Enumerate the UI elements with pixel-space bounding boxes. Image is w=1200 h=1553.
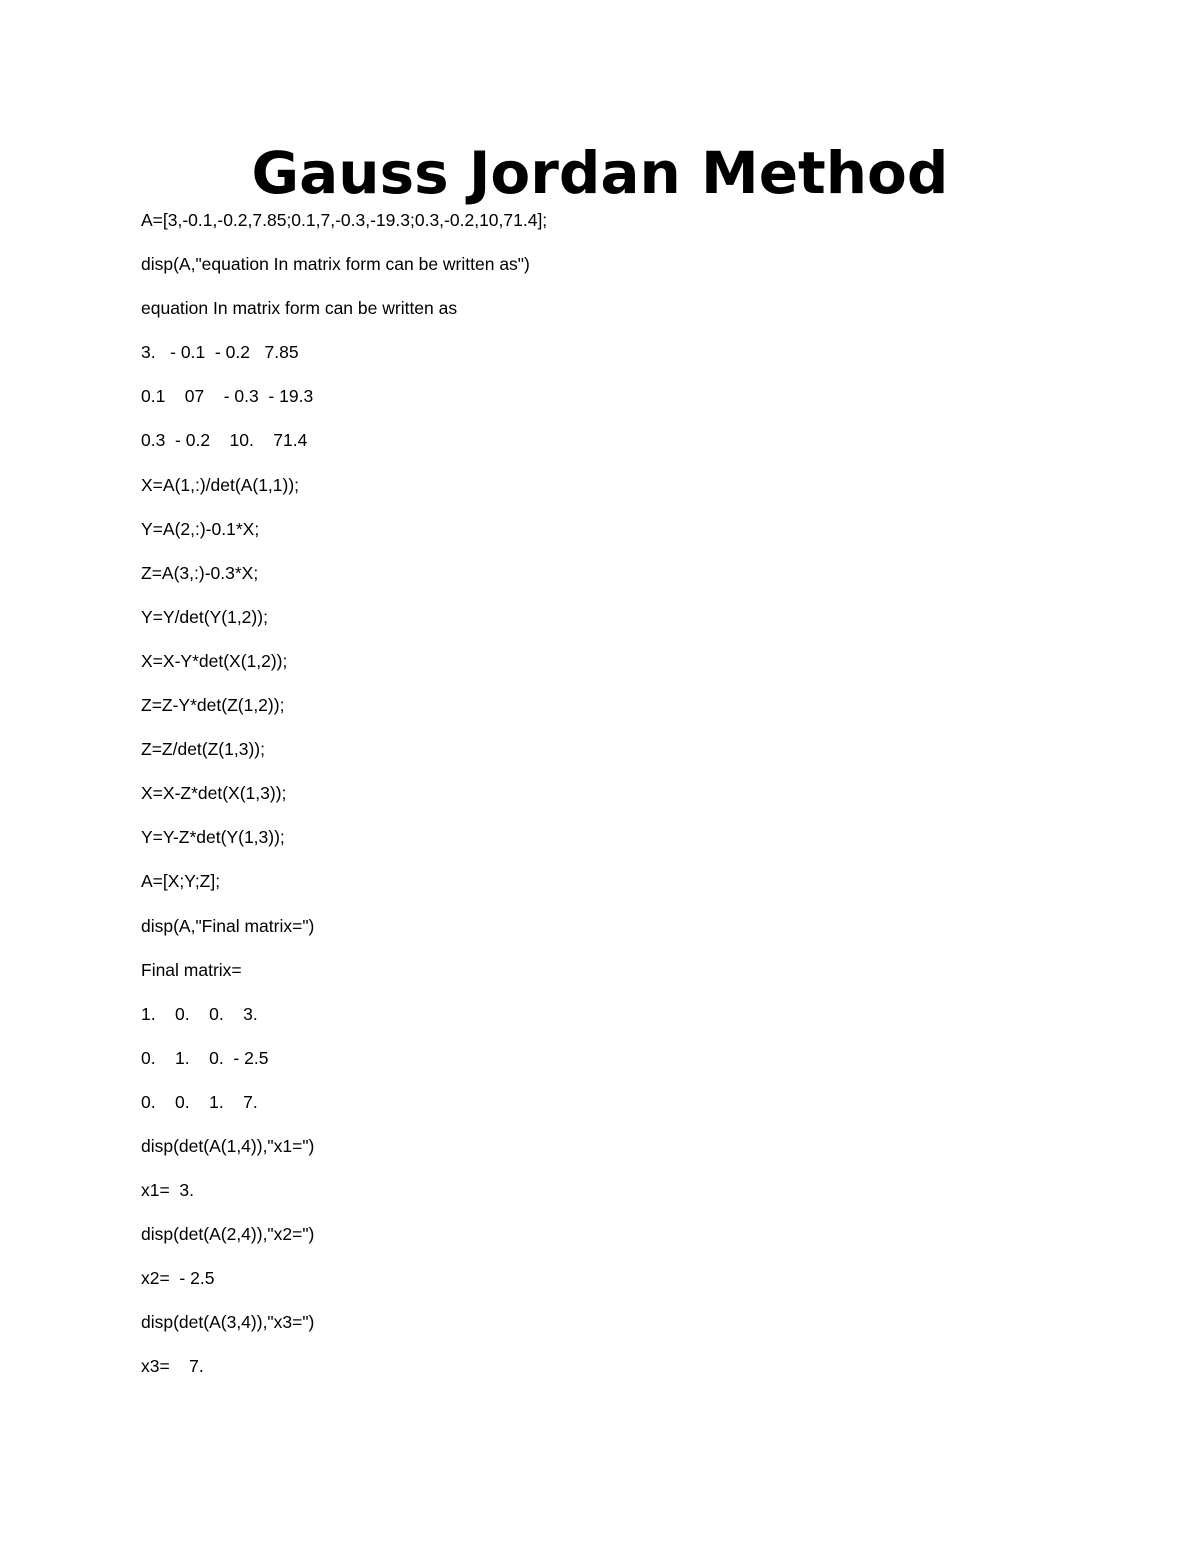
code-line: Y=Y/det(Y(1,2)); [141, 606, 268, 627]
output-line-final-label: Final matrix= [141, 959, 242, 980]
code-line-disp-x3: disp(det(A(3,4)),"x3=") [141, 1312, 315, 1333]
document-body [141, 205, 1141, 1396]
output-line-equation-label: equation In matrix form can be written as [141, 298, 458, 319]
code-line: Y=Y-Z*det(Y(1,3)); [141, 827, 285, 848]
code-line: Z=Z-Y*det(Z(1,2)); [141, 695, 285, 716]
output-x1: x1= 3. [141, 1180, 195, 1201]
code-line-disp-final: disp(A,"Final matrix=") [141, 915, 315, 936]
code-line-disp-x2: disp(det(A(2,4)),"x2=") [141, 1224, 315, 1245]
code-line: A=[X;Y;Z]; [141, 871, 221, 892]
code-line-assign-matrix: A=[3,-0.1,-0.2,7.85;0.1,7,-0.3,-19.3;0.3,-0.2,10,71.4]; [141, 210, 548, 230]
code-line: Z=A(3,:)-0.3*X; [141, 562, 259, 583]
document-title: Gauss Jordan Method [251, 139, 949, 207]
output-final-row-3: 0. 0. 1. 7. [141, 1091, 258, 1112]
output-final-row-2: 0. 1. 0. - 2.5 [141, 1047, 269, 1068]
code-line: X=X-Y*det(X(1,2)); [141, 650, 288, 671]
output-final-row-1: 1. 0. 0. 3. [141, 1003, 258, 1024]
output-matrix-row-3: 0.3 - 0.2 10. 71.4 [141, 430, 308, 451]
output-matrix-row-1: 3. - 0.1 - 0.2 7.85 [141, 342, 299, 363]
code-line: X=A(1,:)/det(A(1,1)); [141, 474, 300, 495]
code-line-disp-equation: disp(A,"equation In matrix form can be written as") [141, 254, 530, 275]
code-line: Z=Z/det(Z(1,3)); [141, 739, 265, 760]
output-x3: x3= 7. [141, 1356, 204, 1377]
output-matrix-row-2: 0.1 07 - 0.3 - 19.3 [141, 386, 314, 407]
output-x2: x2= - 2.5 [141, 1268, 215, 1289]
code-line-disp-x1: disp(det(A(1,4)),"x1=") [141, 1135, 315, 1156]
code-line: X=X-Z*det(X(1,3)); [141, 783, 287, 804]
code-line: Y=A(2,:)-0.1*X; [141, 518, 260, 539]
